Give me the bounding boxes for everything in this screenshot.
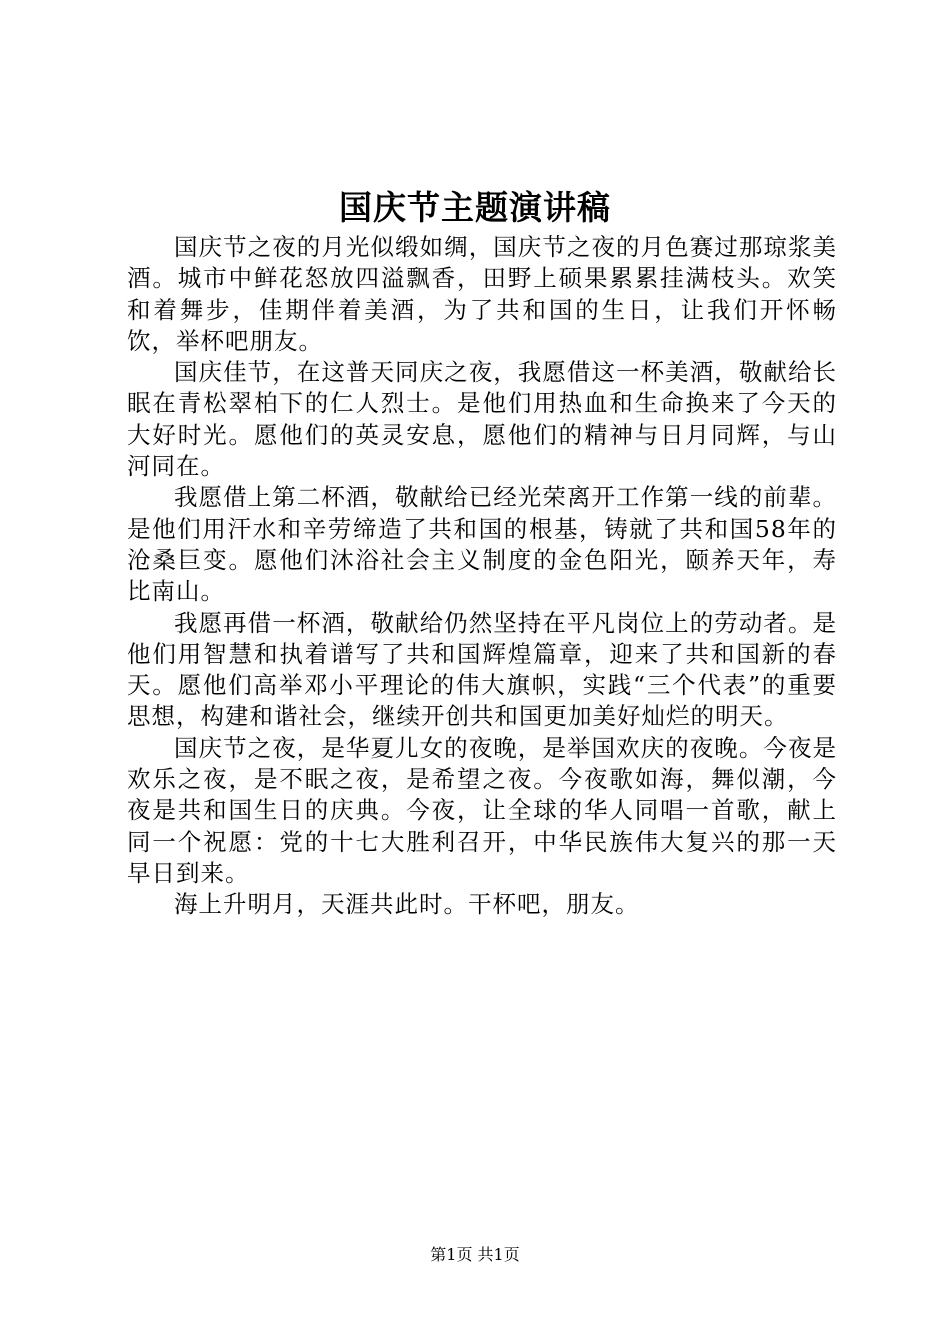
document-body	[127, 232, 837, 921]
paragraph-6: 海上升明月，天涯共此时。干杯吧，朋友。	[174, 890, 640, 919]
paragraph-5: 国庆节之夜，是华夏儿女的夜晚，是举国欢庆的夜晚。今夜是欢乐之夜，是不眠之夜，是希望之夜。今夜歌如海，舞似潮，今夜是共和国生日的庆典。今夜，让全球的华人同唱一首歌，献上同一个祝愿：党的十七大胜利召开，中华民族伟大复兴的那一天早日到来。	[127, 733, 837, 887]
page-number-footer: 第1页 共1页	[430, 1245, 520, 1264]
paragraph-4: 我愿再借一杯酒，敬献给仍然坚持在平凡岗位上的劳动者。是他们用智慧和执着谱写了共和国辉煌篇章，迎来了共和国新的春天。愿他们高举邓小平理论的伟大旗帜，实践“三个代表”的重要思想，构建和谐社会，继续开创共和国更加美好灿烂的明天。	[127, 608, 837, 731]
paragraph-3: 我愿借上第二杯酒，敬献给已经光荣离开工作第一线的前辈。是他们用汗水和辛劳缔造了共和国的根基，铸就了共和国58年的沧桑巨变。愿他们沐浴社会主义制度的金色阳光，颐养天年，寿比南山。	[127, 483, 837, 606]
document-title: 国庆节主题演讲稿	[339, 188, 611, 227]
paragraph-2: 国庆佳节，在这普天同庆之夜，我愿借这一杯美酒，敬献给长眠在青松翠柏下的仁人烈士。是他们用热血和生命换来了今天的大好时光。愿他们的英灵安息，愿他们的精神与日月同辉，与山河同在。	[127, 358, 837, 481]
paragraph-1: 国庆节之夜的月光似缎如绸，国庆节之夜的月色赛过那琼浆美酒。城市中鲜花怒放四溢飘香，田野上硕果累累挂满枝头。欢笑和着舞步，佳期伴着美酒，为了共和国的生日，让我们开怀畅饮，举杯吧朋友。	[127, 233, 837, 355]
